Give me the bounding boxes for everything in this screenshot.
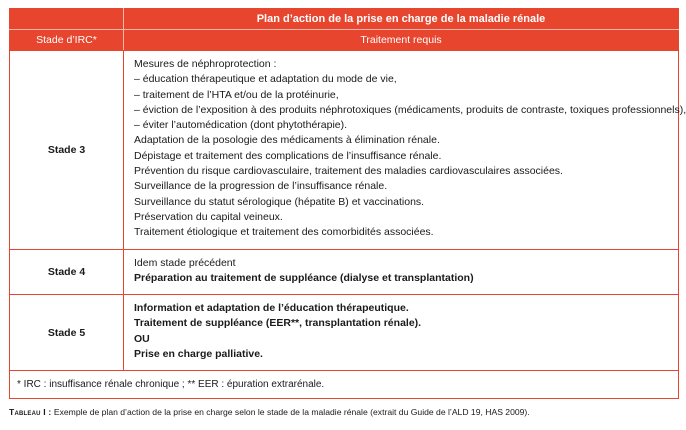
stage-5-line: OU bbox=[134, 332, 150, 345]
stage-3-line: Adaptation de la posologie des médicaments à élimination rénale. bbox=[134, 134, 440, 147]
caption-label: Tableau I : bbox=[9, 407, 52, 417]
table-footnote: * IRC : insuffisance rénale chronique ; ** EER : épuration extrarénale. bbox=[10, 371, 679, 399]
column-header-treatment: Traitement requis bbox=[124, 30, 679, 51]
stage-3-line: Surveillance de la progression de l’insuffisance rénale. bbox=[134, 180, 388, 193]
stage-3-line: Surveillance du statut sérologique (hépatite B) et vaccinations. bbox=[134, 195, 425, 208]
stage-3-line: Traitement étiologique et traitement des comorbidités associées. bbox=[134, 226, 434, 239]
stage-4-treatment bbox=[124, 249, 679, 295]
stage-3-treatment bbox=[124, 51, 686, 250]
stage-3-label: Stade 3 bbox=[10, 51, 124, 250]
stage-5-label: Stade 5 bbox=[10, 295, 124, 371]
stage-5-line: Prise en charge palliative. bbox=[134, 348, 263, 361]
caption-text: Exemple de plan d’action de la prise en charge selon le stade de la maladie rénale (extrait du Guide de l’ALD 19, HAS 2009). bbox=[51, 407, 530, 417]
stage-3-line: Mesures de néphroprotection : bbox=[134, 58, 277, 70]
stage-4-label: Stade 4 bbox=[10, 249, 124, 295]
stage-3-line: – éducation thérapeutique et adaptation du mode de vie, bbox=[134, 73, 397, 86]
stage-4-line: Idem stade précédent bbox=[134, 256, 236, 269]
action-plan-table bbox=[9, 8, 686, 399]
table-title: Plan d’action de la prise en charge de la maladie rénale bbox=[124, 9, 679, 30]
stage-5-treatment bbox=[124, 295, 679, 371]
stage-5-line: Information et adaptation de l’éducation thérapeutique. bbox=[134, 302, 409, 315]
stage-3-line: Dépistage et traitement des complications de l’insuffisance rénale. bbox=[134, 149, 442, 162]
stage-5-line: Traitement de suppléance (EER**, transplantation rénale). bbox=[134, 317, 422, 330]
header-corner bbox=[10, 9, 124, 30]
stage-3-line: Préservation du capital veineux. bbox=[134, 210, 283, 223]
table-caption bbox=[9, 407, 530, 417]
stage-4-line-bold: Préparation au traitement de suppléance (dialyse et transplantation) bbox=[134, 271, 474, 284]
column-header-stage: Stade d’IRC* bbox=[10, 30, 124, 51]
stage-3-line: – éviter l’automédication (dont phytothérapie). bbox=[134, 119, 348, 132]
stage-3-line: – traitement de l’HTA et/ou de la protéinurie, bbox=[134, 88, 339, 101]
stage-3-line: Prévention du risque cardiovasculaire, traitement des maladies cardiovasculaires associées. bbox=[134, 165, 563, 178]
stage-3-line: – éviction de l’exposition à des produits néphrotoxiques (médicaments, produits de contraste, toxiques professionnels), bbox=[134, 103, 686, 116]
